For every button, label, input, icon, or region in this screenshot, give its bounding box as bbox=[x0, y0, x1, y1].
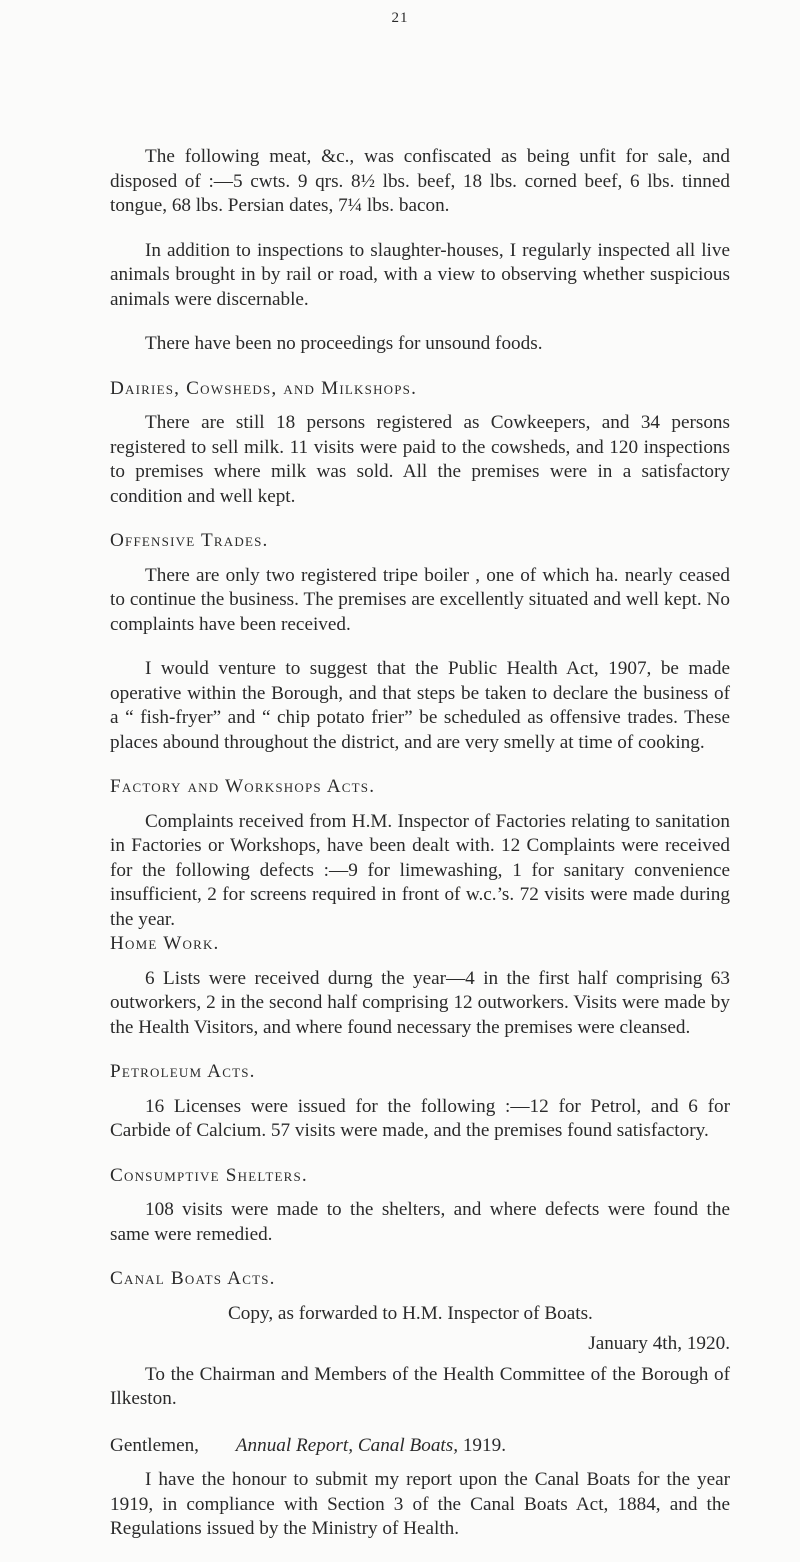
letter-addressee: To the Chairman and Members of the Health Committee of the Borough of Ilkeston. bbox=[110, 1363, 730, 1409]
heading-canal-boats: Canal Boats Acts. bbox=[110, 1268, 276, 1289]
paragraph-factory-complaints: Complaints received from H.M. Inspector of Factories relating to sanitation in Factories or Workshops, have been dealt with. 12 Complaints were received for the following defects :—9 for limewashing, 1 for sanitary convenience insufficient, 2 for screens required in front of w.c.’s. 72 visits were made during the year. bbox=[110, 810, 730, 930]
paragraph-canal-report: I have the honour to submit my report upon the Canal Boats for the year 1919, in compliance with Section 3 of the Canal Boats Act, 1884, and the Regulations issued by the Ministry of Health. bbox=[110, 1469, 730, 1539]
paragraph-no-proceedings: There have been no proceedings for unsound foods. bbox=[145, 333, 543, 354]
paragraph-fish-fryer: I would venture to suggest that the Public Health Act, 1907, be made operative within the Borough, and that steps be taken to declare the business of a “ fish-fryer” and “ chip potato frier” be scheduled as offensive trades. These places abound throughout the district, and are very smelly at time of cooking. bbox=[110, 658, 730, 753]
paragraph-shelters: 108 visits were made to the shelters, and where defects were found the same were remedied. bbox=[110, 1199, 730, 1245]
heading-consumptive-shelters: Consumptive Shelters. bbox=[110, 1164, 308, 1186]
letter-date: January 4th, 1920. bbox=[588, 1333, 730, 1354]
page-number: 21 bbox=[391, 10, 409, 26]
paragraph-confiscated-meat: The following meat, &c., was confiscated as being unfit for sale, and disposed of :—5 cwts. 9 qrs. 8½ lbs. beef, 18 lbs. corned beef, 6 lbs. tinned tongue, 68 lbs. Persian dates, 7¼ lbs. bacon. bbox=[110, 146, 730, 216]
heading-home-work: Home Work. bbox=[110, 933, 220, 954]
salutation-text: Gentlemen, bbox=[110, 1434, 199, 1456]
paragraph-dairies: There are still 18 persons registered as Cowkeepers, and 34 persons registered to sell milk. 11 visits were paid to the cowsheds, and 120 inspections to premises where milk was sold. All the premises were in a satisfactory condition and well kept. bbox=[110, 412, 730, 507]
paragraph-tripe-boiler: There are only two registered tripe boiler , one of which ha. nearly ceased to continue the business. The premises are excellently situated and well kept. No complaints have been received. bbox=[110, 564, 730, 635]
paragraph-petroleum: 16 Licenses were issued for the following :—12 for Petrol, and 6 for Carbide of Calcium. 57 visits were made, and the premises found satisfactory. bbox=[110, 1095, 730, 1141]
paragraph-home-work: 6 Lists were received durng the year—4 in the first half comprising 63 outworkers, 2 in the second half comprising 12 outworkers. Visits were made by the Health Visitors, and where found necessary the premises were cleansed. bbox=[110, 967, 730, 1038]
heading-dairies: Dairies, Cowsheds, and Milkshops. bbox=[110, 377, 418, 399]
page-content bbox=[110, 145, 730, 1562]
paragraph-inspections: In addition to inspections to slaughter-houses, I regularly inspected all live animals brought in by rail or road, with a view to observing whether suspicious animals were discernable. bbox=[110, 239, 730, 310]
heading-petroleum: Petroleum Acts. bbox=[110, 1061, 256, 1082]
letter-salutation bbox=[110, 1434, 730, 1459]
heading-offensive-trades: Offensive Trades. bbox=[110, 530, 269, 551]
heading-factory-workshops: Factory and Workshops Acts. bbox=[110, 776, 376, 797]
copy-line: Copy, as forwarded to H.M. Inspector of Boats. bbox=[228, 1302, 593, 1324]
letter-subject-year: 1919. bbox=[458, 1434, 506, 1456]
letter-subject: Annual Report, Canal Boats, bbox=[235, 1434, 459, 1456]
